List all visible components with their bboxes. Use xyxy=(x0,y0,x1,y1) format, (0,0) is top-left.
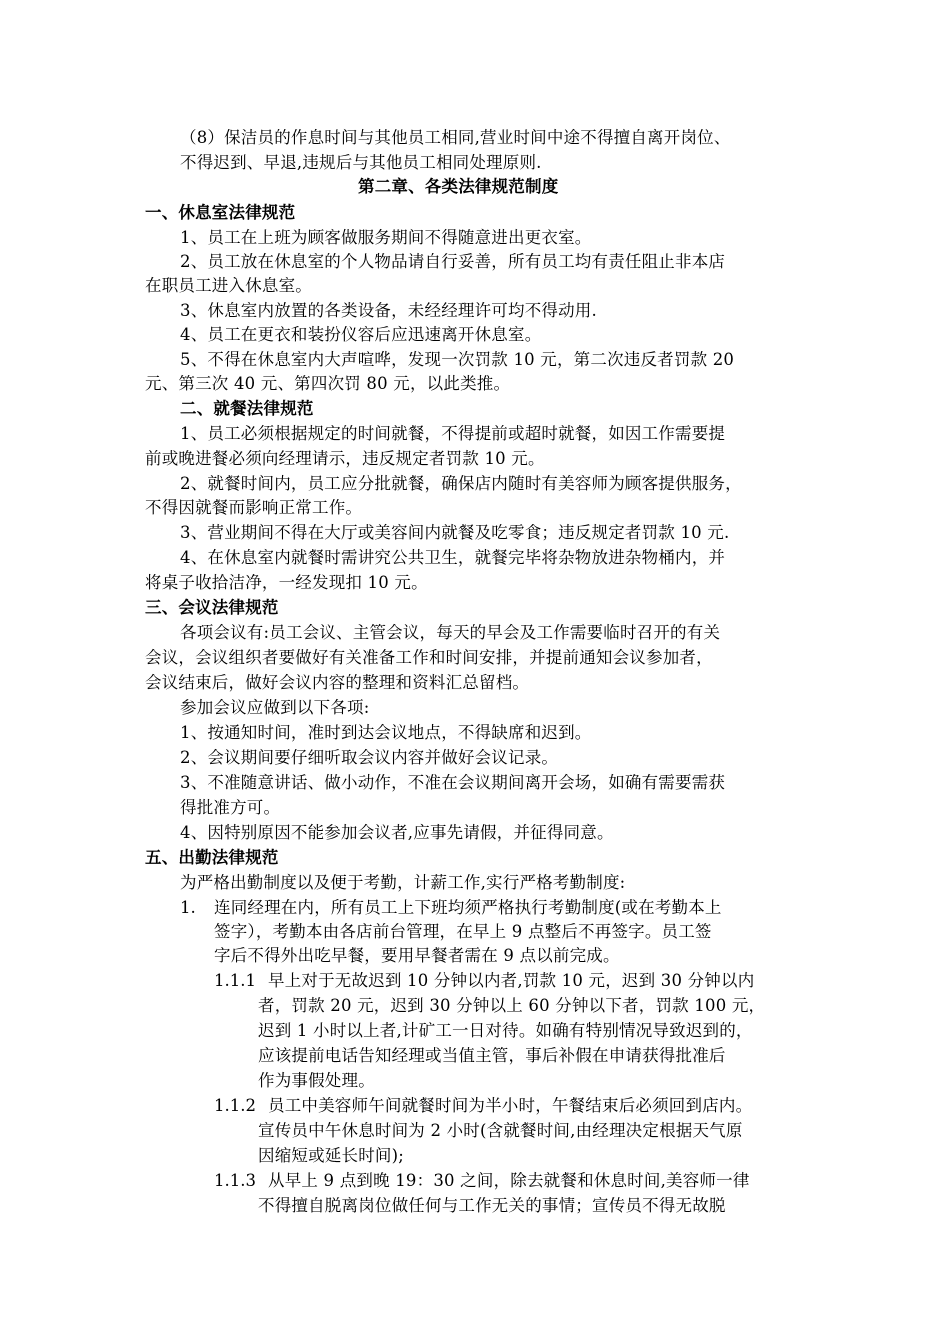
list-item: 4、因特别原因不能参加会议者,应事先请假，并征得同意。 xyxy=(180,823,614,842)
paragraph-line: 前或晚进餐必须向经理请示，违反规定者罚款 10 元。 xyxy=(145,449,545,468)
paragraph-line: 3、休息室内放置的各类设备，未经经理许可均不得动用. xyxy=(180,301,597,320)
section-heading: 三、会议法律规范 xyxy=(145,598,279,617)
list-number: 1.1.2 xyxy=(214,1096,256,1115)
list-item: 员工中美容师午间就餐时间为半小时，午餐结束后必须回到店内。 xyxy=(268,1096,753,1115)
chapter-title: 第二章、各类法律规范制度 xyxy=(358,177,559,196)
list-number: 1.1.3 xyxy=(214,1171,256,1190)
list-item: 因缩短或延长时间); xyxy=(258,1146,404,1165)
list-item: 签字），考勤本由各店前台管理，在早上 9 点整后不再签字。员工签 xyxy=(214,922,712,941)
list-item: 应该提前电话告知经理或当值主管，事后补假在申请获得批准后 xyxy=(258,1046,726,1065)
list-item: 早上对于无故迟到 10 分钟以内者,罚款 10 元，迟到 30 分钟以内 xyxy=(268,971,755,990)
paragraph-line: 1、员工必须根据规定的时间就餐，不得提前或超时就餐，如因工作需要提 xyxy=(180,424,726,443)
list-item: 2、会议期间要仔细听取会议内容并做好会议记录。 xyxy=(180,748,559,767)
list-item: 者，罚款 20 元，迟到 30 分钟以上 60 分钟以下者，罚款 100 元， xyxy=(258,996,766,1015)
paragraph-line: 将桌子收拾洁净，一经发现扣 10 元。 xyxy=(145,573,428,592)
section-heading: 一、休息室法律规范 xyxy=(145,203,296,222)
paragraph-line: 4、在休息室内就餐时需讲究公共卫生，就餐完毕将杂物放进杂物桶内，并 xyxy=(180,548,726,567)
paragraph-line: 5、不得在休息室内大声喧哗，发现一次罚款 10 元，第二次违反者罚款 20 xyxy=(180,350,735,369)
paragraph-line: 3、营业期间不得在大厅或美容间内就餐及吃零食；违反规定者罚款 10 元. xyxy=(180,523,730,542)
paragraph-line: 不得因就餐而影响正常工作。 xyxy=(145,498,363,517)
list-item: 从早上 9 点到晚 19：30 之间，除去就餐和休息时间,美容师一律 xyxy=(268,1171,750,1190)
section-heading: 五、出勤法律规范 xyxy=(145,848,279,867)
paragraph-line: 不得迟到、早退,违规后与其他员工相同处理原则. xyxy=(180,153,542,172)
list-item: 字后不得外出吃早餐，要用早餐者需在 9 点以前完成。 xyxy=(214,946,620,965)
paragraph-line: （8）保洁员的作息时间与其他员工相同,营业时间中途不得擅自离开岗位、 xyxy=(180,128,731,147)
list-item: 迟到 1 小时以上者,计矿工一日对待。如确有特别情况导致迟到的， xyxy=(258,1021,753,1040)
list-item: 作为事假处理。 xyxy=(258,1071,375,1090)
paragraph-line: 元、第三次 40 元、第四次罚 80 元，以此类推。 xyxy=(145,374,511,393)
paragraph-line: 1、员工在上班为顾客做服务期间不得随意进出更衣室。 xyxy=(180,228,592,247)
paragraph-line: 会议结束后，做好会议内容的整理和资料汇总留档。 xyxy=(145,673,530,692)
list-number: 1.1.1 xyxy=(214,971,256,990)
paragraph-line: 各项会议有:员工会议、主管会议，每天的早会及工作需要临时召开的有关 xyxy=(180,623,721,642)
paragraph-line: 2、员工放在休息室的个人物品请自行妥善，所有员工均有责任阻止非本店 xyxy=(180,252,726,271)
list-item: 得批准方可。 xyxy=(180,798,281,817)
section-heading: 二、就餐法律规范 xyxy=(180,399,314,418)
list-item: 连同经理在内，所有员工上下班均须严格执行考勤制度(或在考勤本上 xyxy=(214,898,722,917)
list-item: 不得擅自脱离岗位做任何与工作无关的事情；宣传员不得无故脱 xyxy=(258,1196,726,1215)
paragraph-line: 2、就餐时间内，员工应分批就餐，确保店内随时有美容师为顾客提供服务， xyxy=(180,474,742,493)
paragraph-line: 会议，会议组织者要做好有关准备工作和时间安排，并提前通知会议参加者， xyxy=(145,648,713,667)
paragraph-line: 在职员工进入休息室。 xyxy=(145,276,312,295)
list-item: 宣传员中午休息时间为 2 小时(含就餐时间,由经理决定根据天气原 xyxy=(258,1121,743,1140)
paragraph-line: 4、员工在更衣和装扮仪容后应迅速离开休息室。 xyxy=(180,325,542,344)
list-item: 3、不准随意讲话、做小动作，不准在会议期间离开会场，如确有需要需获 xyxy=(180,773,726,792)
paragraph-line: 参加会议应做到以下各项: xyxy=(180,698,370,717)
list-number: 1. xyxy=(180,898,196,917)
list-item: 1、按通知时间，准时到达会议地点，不得缺席和迟到。 xyxy=(180,723,592,742)
paragraph-line: 为严格出勤制度以及便于考勤，计薪工作,实行严格考勤制度: xyxy=(180,873,626,892)
